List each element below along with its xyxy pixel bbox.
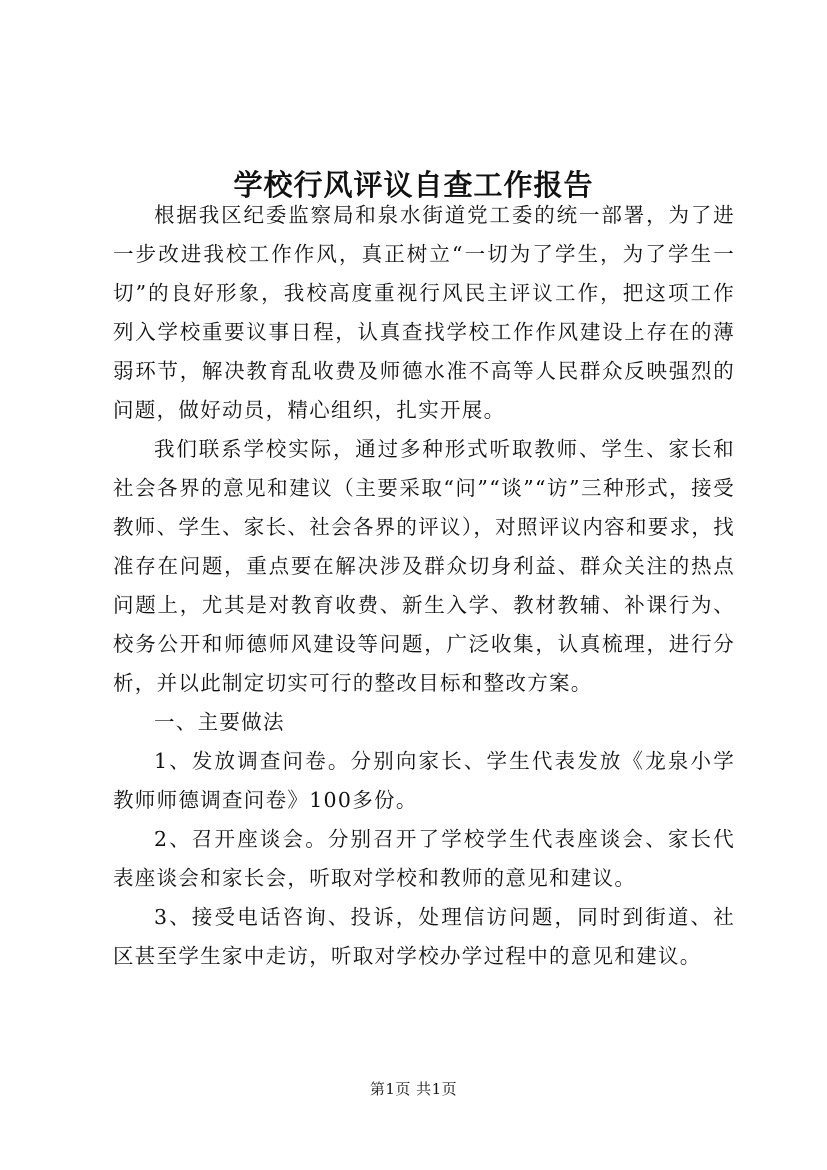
- document-body: [113, 196, 735, 976]
- section-heading: 一、主要做法: [154, 710, 285, 734]
- list-item-questionnaire: 1、发放调查问卷。分别向家长、学生代表发放《龙泉小学教师师德调查问卷》100多份。: [113, 749, 735, 812]
- paragraph-intro: 根据我区纪委监察局和泉水街道党工委的统一部署，为了进一步改进我校工作作风，真正树立“一切为了学生，为了学生一切”的良好形象，我校高度重视行风民主评议工作，把这项工作列入学校重要议事日程，认真查找学校工作作风建设上存在的薄弱环节，解决教育乱收费及师德水准不高等人民群众反映强烈的问题，做好动员，精心组织，扎实开展。: [113, 203, 735, 422]
- list-item-phone-consult: 3、接受电话咨询、投诉，处理信访问题，同时到街道、社区甚至学生家中走访，听取对学校办学过程中的意见和建议。: [113, 905, 735, 968]
- list-item-symposium: 2、召开座谈会。分别召开了学校学生代表座谈会、家长代表座谈会和家长会，听取对学校和教师的意见和建议。: [113, 827, 735, 890]
- paragraph-methods: 我们联系学校实际，通过多种形式听取教师、学生、家长和社会各界的意见和建议（主要采取“问”“谈”“访”三种形式，接受教师、学生、家长、社会各界的评议），对照评议内容和要求，找准存在问题，重点要在解决涉及群众切身利益、群众关注的热点问题上，尤其是对教育收费、新生入学、教材教辅、补课行为、校务公开和师德师风建设等问题，广泛收集，认真梳理，进行分析，并以此制定切实可行的整改目标和整改方案。: [113, 437, 735, 695]
- document-title: 学校行风评议自查工作报告: [233, 168, 594, 203]
- page-footer: 第1页 共1页: [369, 1080, 458, 1098]
